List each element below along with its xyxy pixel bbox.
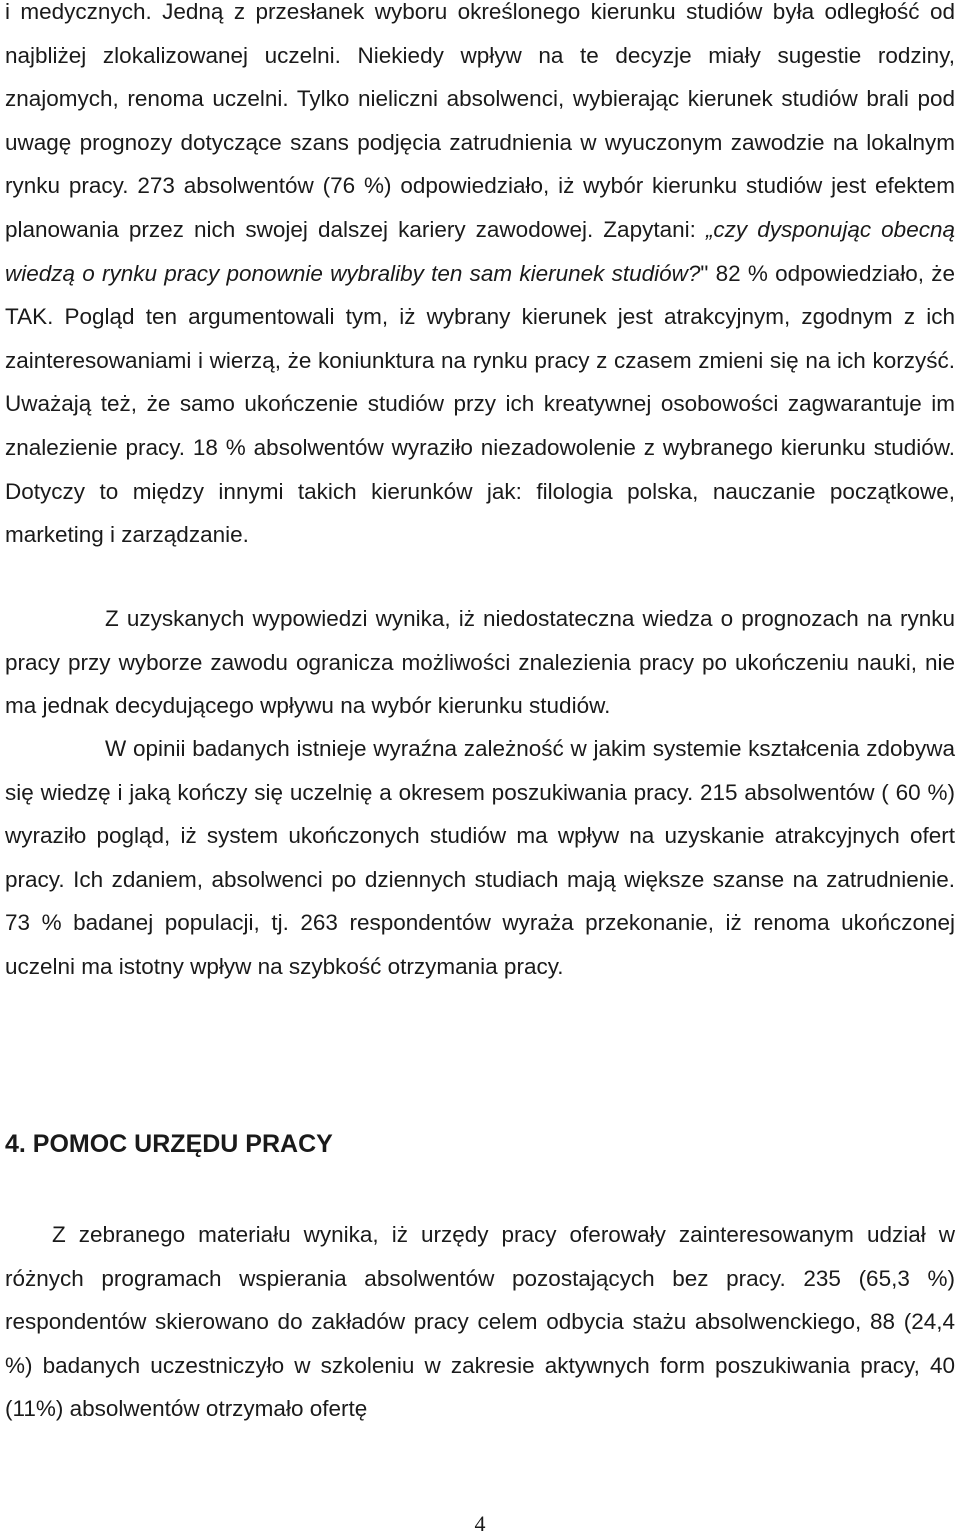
paragraph-study-choice bbox=[5, 0, 955, 557]
paragraph-labour-office: Z zebranego materiału wynika, iż urzędy pracy oferowały zainteresowanym udział w różnych programach wspierania absolwentów pozostających bez pracy. 235 (65,3 %) respondentów skierowano do zakładów pracy celem odbycia stażu absolwenckiego, 88 (24,4 %) badanych uczestniczyło w szkoleniu w zakresie aktywnych form poszukiwania pracy, 40 (11%) absolwentów otrzymało ofertę bbox=[5, 1222, 955, 1422]
survey-question: „czy dysponując obecną wiedzą o rynku pracy ponownie wybraliby ten sam kierunek studiów? bbox=[5, 216, 955, 286]
paragraph-text: " 82 % odpowiedziało, że TAK. Pogląd ten argumentowali tym, iż wybrany kierunek jest atrakcyjnym, zgodnym z ich zainteresowaniami i wierzą, że koniunktura na rynku pracy z czasem zmieni się na ich korzyść. Uważają też, że samo ukończenie studiów przy ich kreatywnej osobowości zagwarantuje im znalezienie pracy. 18 % absolwentów wyraziło niezadowolenie z wybranego kierunku studiów. Dotyczy to między innymi takich kierunków jak: filologia polska, nauczanie początkowe, marketing i zarządzanie. bbox=[5, 260, 955, 548]
paragraph-education-system: W opinii badanych istnieje wyraźna zależność w jakim systemie kształcenia zdobywa się wiedzę i jaką kończy się uczelnię a okresem poszukiwania pracy. 215 absolwentów ( 60 %) wyraziło pogląd, iż system ukończonych studiów ma wpływ na uzyskanie atrakcyjnych ofert pracy. Ich zdaniem, absolwenci po dziennych studiach mają większe szanse na zatrudnienie. 73 % badanej populacji, tj. 263 respondentów wyraża przekonanie, iż renoma ukończonej uczelni ma istotny wpływ na szybkość otrzymania pracy. bbox=[5, 736, 955, 979]
paragraph-prognosis-knowledge: Z uzyskanych wypowiedzi wynika, iż niedostateczna wiedza o prognozach na rynku pracy przy wyborze zawodu ogranicza możliwości znalezienia pracy po ukończeniu nauki, nie ma jednak decydującego wpływu na wybór kierunku studiów. bbox=[5, 606, 955, 719]
section-heading: 4. POMOC URZĘDU PRACY bbox=[5, 1130, 333, 1158]
paragraph-text: i medycznych. Jedną z przesłanek wyboru określonego kierunku studiów była odległość od najbliżej zlokalizowanej uczelni. Niekiedy wpływ na te decyzje miały sugestie rodziny, znajomych, renoma uczelni. Tylko nieliczni absolwenci, wybierając kierunek studiów brali pod uwagę prognozy dotyczące szans podjęcia zatrudnienia w wyuczonym zawodzie na lokalnym rynku pracy. 273 absolwentów (76 %) odpowiedziało, iż wybór kierunku studiów jest efektem planowania przez nich swojej dalszej kariery zawodowej. Zapytani: bbox=[5, 0, 955, 242]
page-number: 4 bbox=[474, 1511, 486, 1536]
